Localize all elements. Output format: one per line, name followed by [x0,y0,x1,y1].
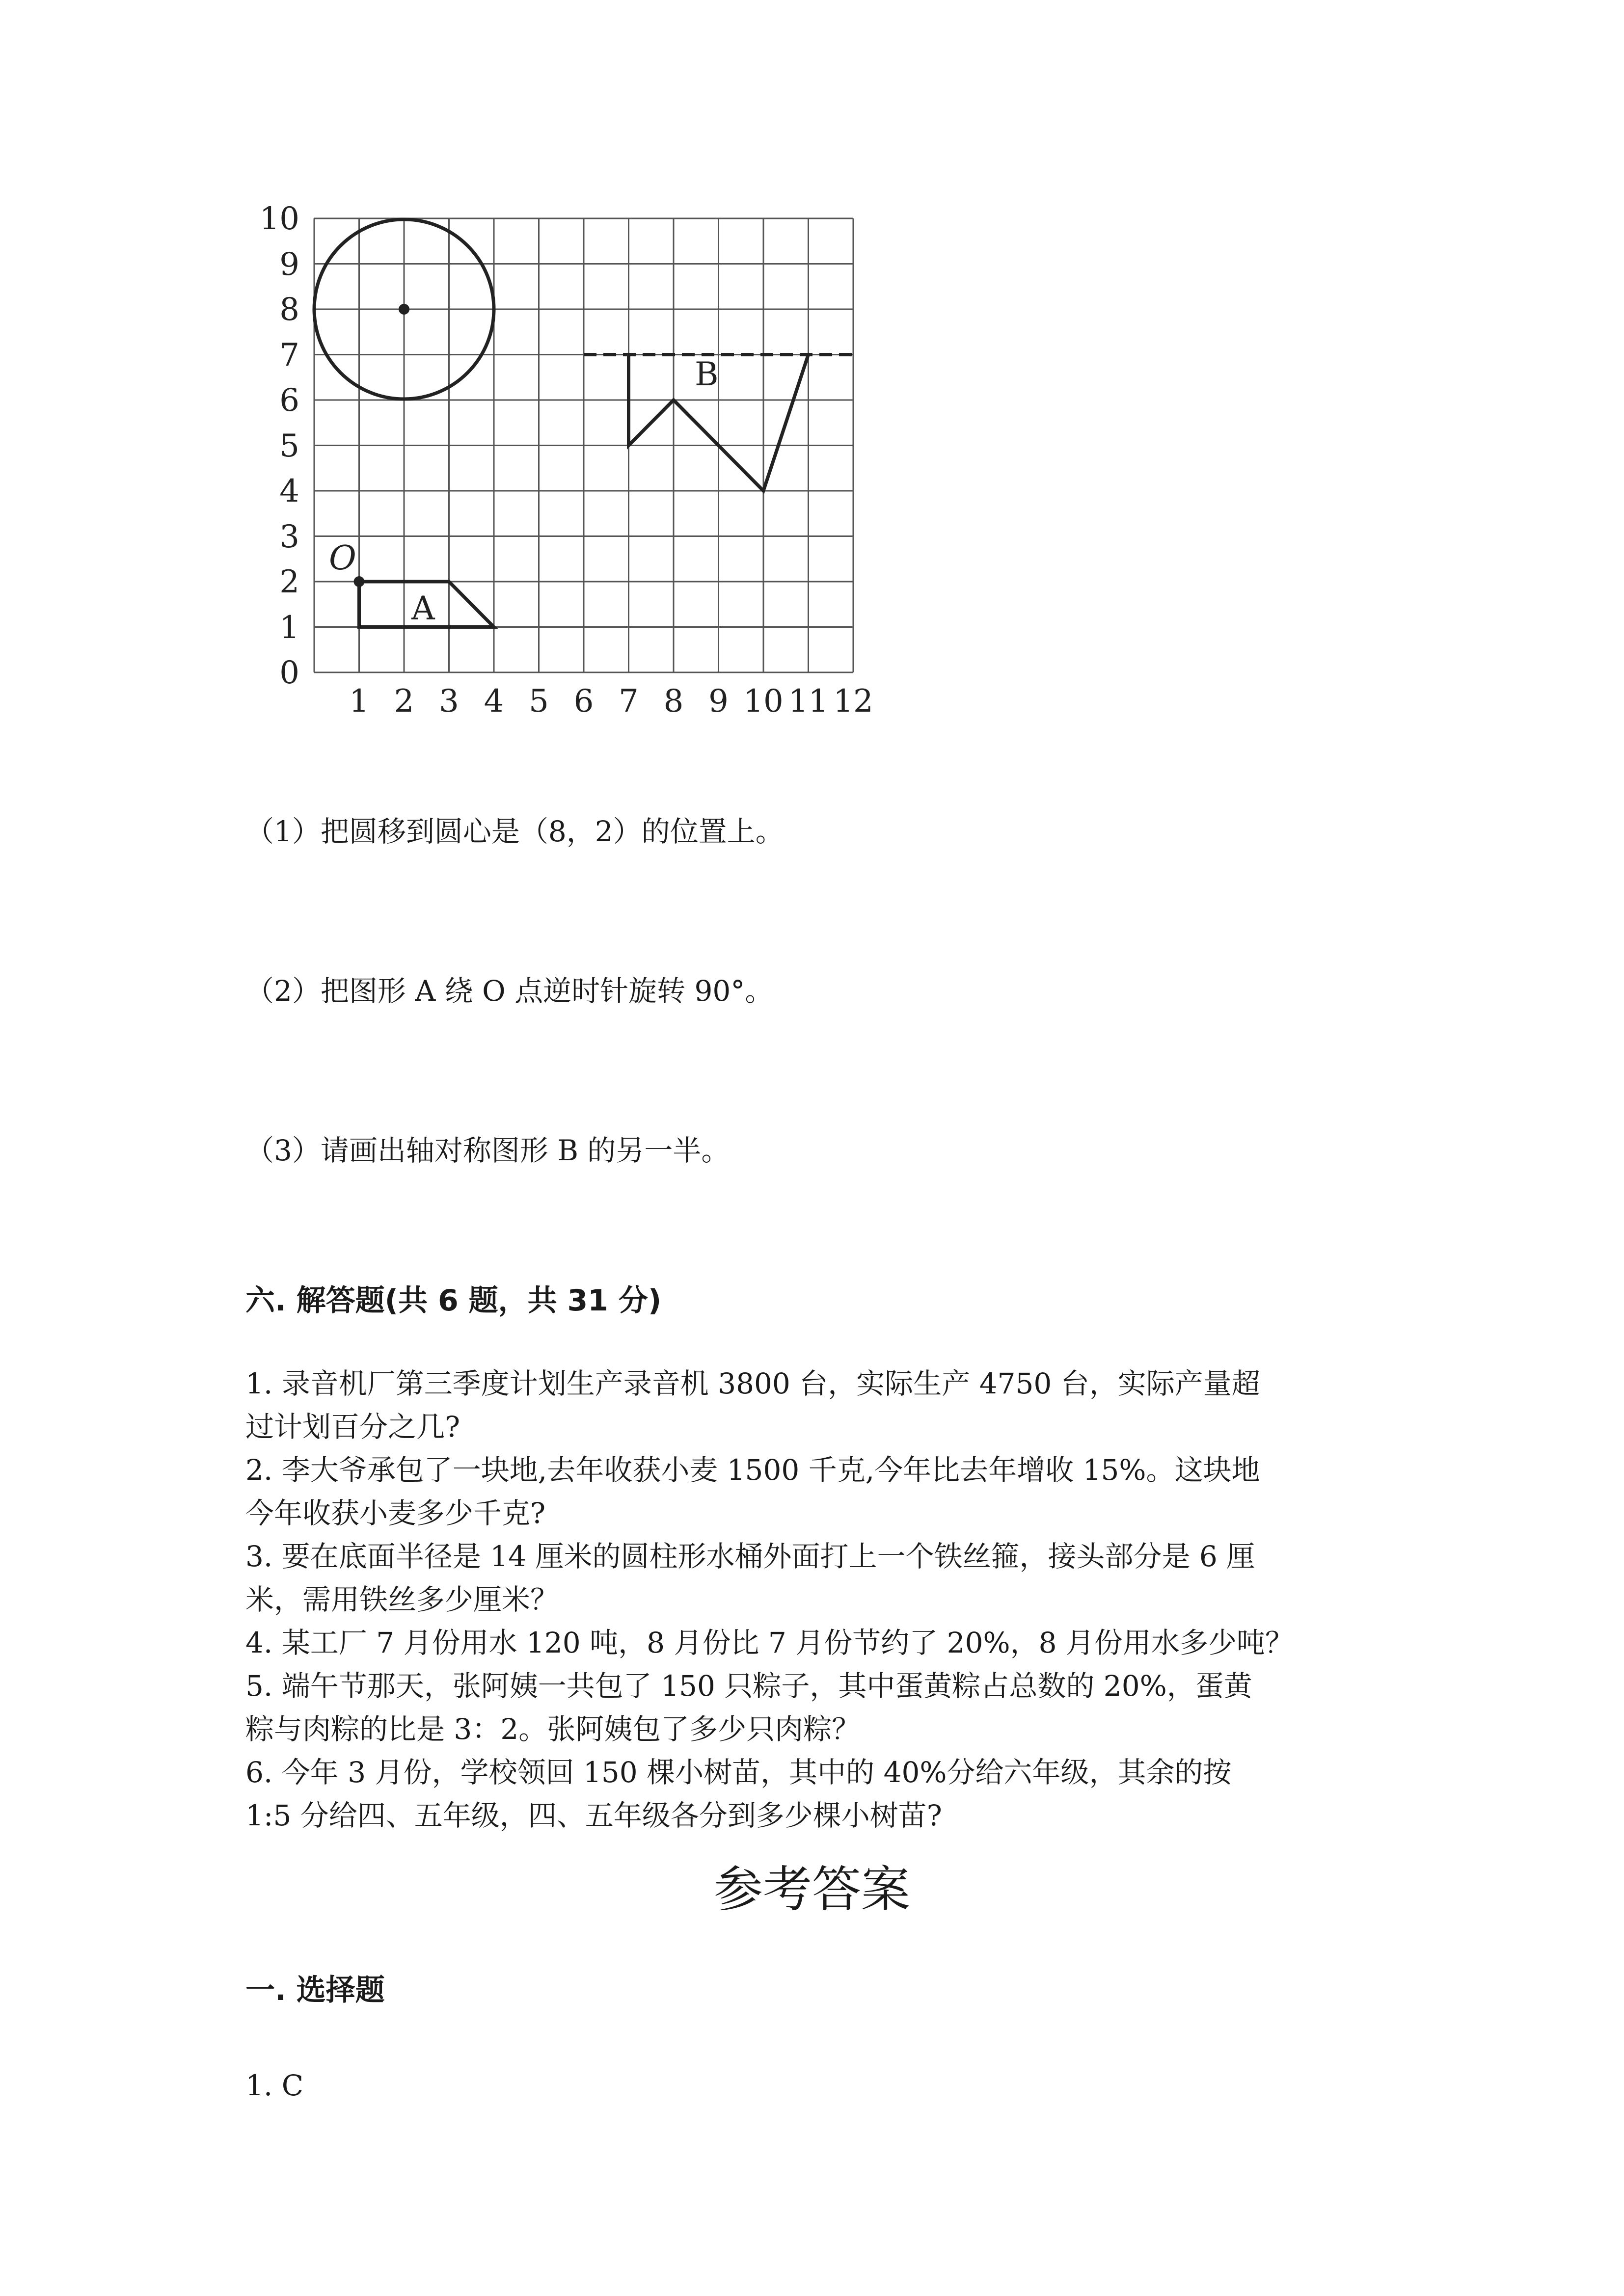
task-complete-shape-b: （3）请画出轴对称图形 B 的另一半。 [245,1134,730,1167]
coordinate-grid-figure [255,206,943,746]
question-line: 今年收获小麦多少千克? [245,1496,546,1530]
x-tick: 1 [349,683,369,720]
y-tick: 5 [279,428,299,464]
x-tick: 5 [529,683,549,720]
question-line: 6. 今年 3 月份，学校领回 150 棵小树苗，其中的 40%分给六年级，其余的按 [245,1756,1232,1789]
answer-key-title: 参考答案 [714,1861,910,1918]
question-line: 2. 李大爷承包了一块地,去年收获小麦 1500 千克,今年比去年增收 15%。这块地 [245,1453,1260,1487]
y-tick: 7 [279,337,299,374]
answer-1: 1. C [245,2069,304,2102]
x-tick: 12 [833,683,873,720]
y-tick: 1 [279,610,299,646]
question-line: 1. 录音机厂第三季度计划生产录音机 3800 台，实际生产 4750 台，实际产量超 [245,1367,1260,1400]
y-tick: 4 [279,473,299,509]
section-6-title: 六. 解答题(共 6 题，共 31 分) [245,1283,662,1318]
y-tick: 2 [279,564,299,600]
point-o-dot [354,576,365,587]
y-tick: 3 [279,519,299,555]
question-line: 5. 端午节那天，张阿姨一共包了 150 只粽子，其中蛋黄粽占总数的 20%，蛋黄 [245,1669,1252,1703]
grid-lines [314,218,853,672]
question-line: 过计划百分之几? [245,1410,460,1443]
question-line: 3. 要在底面半径是 14 厘米的圆柱形水桶外面打上一个铁丝箍，接头部分是 6 厘 [245,1540,1255,1573]
task-move-circle: （1）把圆移到圆心是（8，2）的位置上。 [245,815,784,848]
point-o-label: O [329,539,356,578]
x-tick: 7 [619,683,639,720]
y-tick: 0 [279,655,299,691]
x-tick: 3 [439,683,459,720]
y-axis-ticks [260,206,299,691]
x-tick: 4 [484,683,504,720]
y-tick: 9 [279,246,299,283]
shape-b-label: B [695,355,719,393]
question-line: 4. 某工厂 7 月份用水 120 吨，8 月份比 7 月份节约了 20%，8 月份用水多少吨？ [245,1626,1294,1659]
question-line: 1:5 分给四、五年级，四、五年级各分到多少棵小树苗? [245,1799,942,1832]
circle-center-dot [399,304,409,315]
y-tick: 6 [279,382,299,419]
x-axis-ticks [349,683,873,720]
task-rotate-shape-a: （2）把图形 A 绕 O 点逆时针旋转 90°。 [245,974,774,1008]
x-tick: 9 [708,683,729,720]
question-line: 粽与肉粽的比是 3：2。张阿姨包了多少只肉粽？ [245,1712,861,1746]
x-tick: 2 [394,683,414,720]
shape-a-label: A [411,589,435,627]
x-tick: 6 [573,683,594,720]
y-tick: 8 [279,292,299,328]
y-tick: 10 [259,206,299,237]
x-tick: 11 [788,683,829,720]
x-tick: 8 [663,683,684,720]
question-line: 米，需用铁丝多少厘米？ [245,1583,559,1616]
x-tick: 10 [743,683,784,720]
answer-section-1-title: 一. 选择题 [245,1973,385,2007]
